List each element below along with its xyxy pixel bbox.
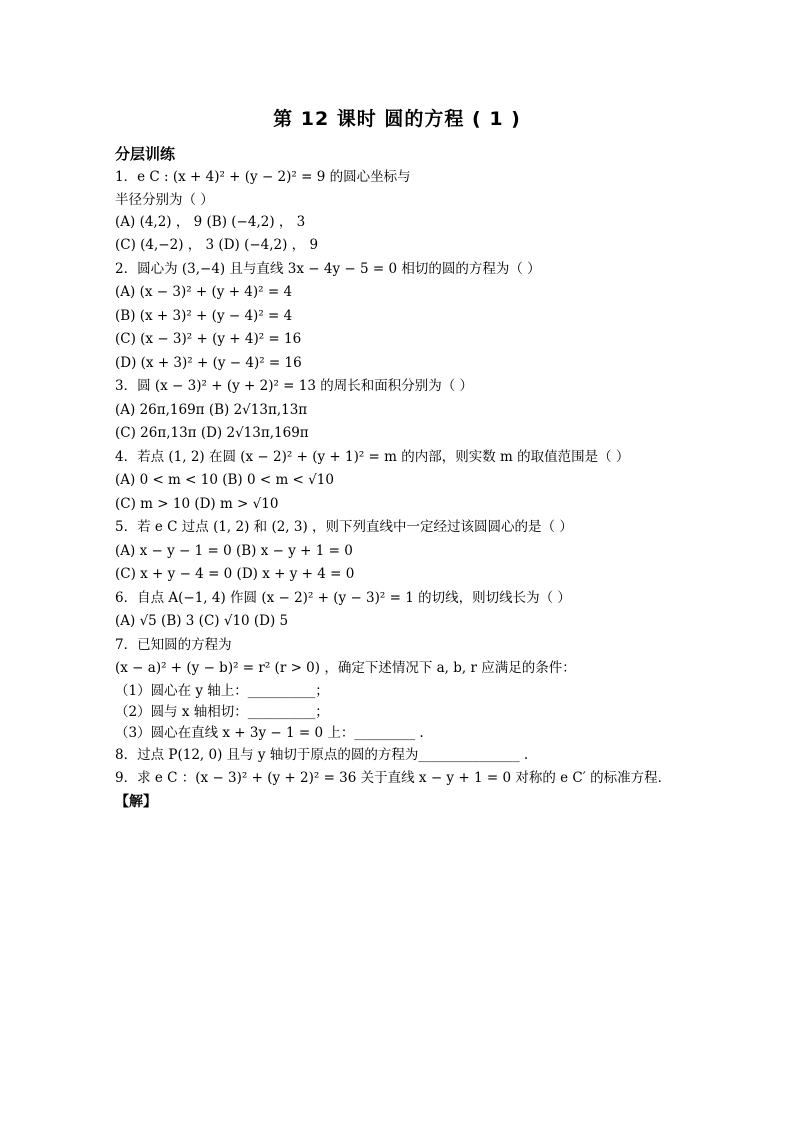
q4-options-ab: (A) 0 < m < 10 (B) 0 < m < √10 bbox=[115, 472, 334, 488]
exercise-content bbox=[115, 166, 735, 814]
q5-options-cd: (C) x + y − 4 = 0 (D) x + y + 4 = 0 bbox=[115, 566, 355, 582]
q2-option-d: (D) (x + 3)² + (y − 4)² = 16 bbox=[115, 354, 302, 371]
q7-part1: （1）圆心在 y 轴上：__________； bbox=[115, 682, 329, 699]
q9-stem: 9．求 e C ：(x − 3)² + (y + 2)² = 36 关于直线 x − y + 1 = 0 对称的 e C′ 的标准方程． bbox=[115, 770, 672, 786]
q7-part2: （2）圆与 x 轴相切：__________； bbox=[115, 703, 329, 720]
q6-stem: 6．自点 A(−1, 4) 作圆 (x − 2)² + (y − 3)² = 1 的切线，则切线长为（ ） bbox=[115, 589, 571, 606]
q4-stem: 4．若点 (1, 2) 在圆 (x − 2)² + (y + 1)² = m 的内部，则实数 m 的取值范围是（ ） bbox=[115, 448, 630, 465]
q7-stem: 7．已知圆的方程为 bbox=[115, 636, 232, 653]
q1-options-cd: (C) (4,−2) ， 3 (D) (−4,2) ， 9 bbox=[115, 237, 319, 253]
q2-option-a: (A) (x − 3)² + (y + 4)² = 4 bbox=[115, 284, 293, 300]
q2-option-c: (C) (x − 3)² + (y + 4)² = 16 bbox=[115, 331, 302, 347]
q2-option-b: (B) (x + 3)² + (y − 4)² = 4 bbox=[115, 307, 293, 324]
q3-options-cd: (C) 26π,13π (D) 2√13π,169π bbox=[115, 425, 309, 441]
q1-stem-cont: 半径分别为（ ） bbox=[115, 191, 214, 208]
q2-stem: 2．圆心为 (3,−4) 且与直线 3x − 4y − 5 = 0 相切的圆的方程为（ ） bbox=[115, 260, 541, 277]
q4-options-cd: (C) m > 10 (D) m > √10 bbox=[115, 495, 279, 512]
section-heading: 分层训练 bbox=[115, 145, 176, 163]
q5-options-ab: (A) x − y − 1 = 0 (B) x − y + 1 = 0 bbox=[115, 542, 353, 559]
q6-options: (A) √5 (B) 3 (C) √10 (D) 5 bbox=[115, 613, 289, 629]
q1-options-ab: (A) (4,2) ， 9 (B) (−4,2) ， 3 bbox=[115, 213, 306, 230]
q3-options-ab: (A) 26π,169π (B) 2√13π,13π bbox=[115, 401, 308, 418]
q5-stem: 5．若 e C 过点 (1, 2) 和 (2, 3) ，则下列直线中一定经过该圆圆心的是（ ） bbox=[115, 519, 573, 535]
answer-label: 【解】 bbox=[115, 793, 157, 810]
q8-stem: 8．过点 P(12, 0) 且与 y 轴切于原点的圆的方程为_______________ . bbox=[115, 746, 529, 763]
q1-stem: 1．e C : (x + 4)² + (y − 2)² = 9 的圆心坐标与 bbox=[115, 169, 411, 185]
q3-stem: 3．圆 (x − 3)² + (y + 2)² = 13 的周长和面积分别为（ ） bbox=[115, 378, 474, 394]
q7-equation: (x − a)² + (y − b)² = r² (r > 0) ，确定下述情况下 a, b, r 应满足的条件： bbox=[115, 660, 576, 676]
page-title: 第 12 课时 圆的方程 ( 1 ) bbox=[273, 108, 521, 130]
q7-part3: （3）圆心在直线 x + 3y − 1 = 0 上：_________ . bbox=[115, 724, 424, 741]
